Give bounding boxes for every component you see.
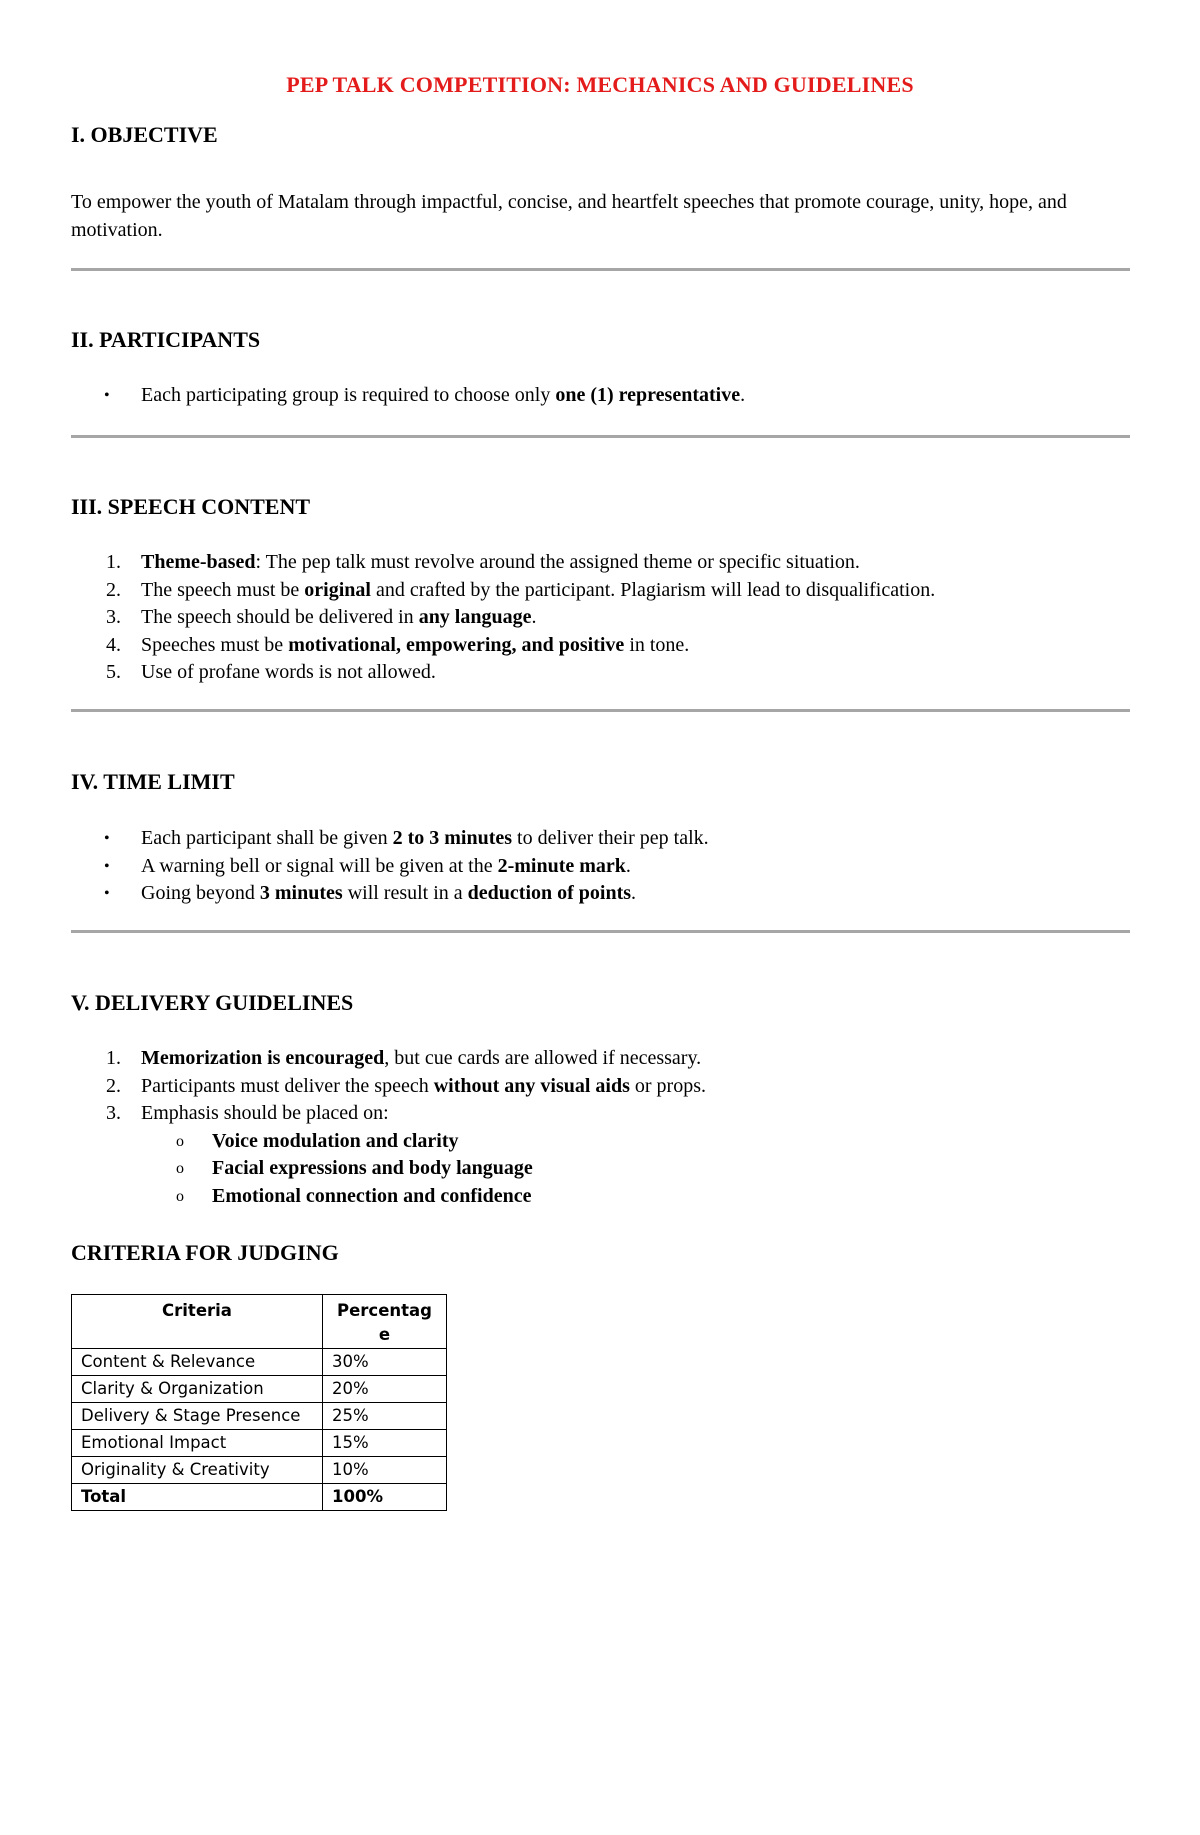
percentage-cell: 30% [323, 1349, 447, 1376]
list-item-text: will result in a [342, 882, 468, 904]
delivery-list [71, 1045, 1131, 1210]
objective-text: To empower the youth of Matalam through impactful, concise, and heartfelt speeches that promote courage, unity, hope, and motivation. [71, 191, 1067, 241]
list-item-text: . [531, 606, 537, 628]
time-limit-list [71, 825, 1131, 908]
list-item [71, 577, 1131, 605]
table-row [72, 1430, 447, 1457]
emphasis-text: Theme-based [141, 551, 256, 573]
list-item [71, 880, 1131, 908]
list-item-text: Going beyond [141, 882, 260, 904]
list-item-text: Use of profane words is not allowed. [141, 661, 436, 683]
list-item-text: . [625, 854, 631, 877]
sub-list-item-text: Voice modulation and clarity [212, 1129, 459, 1152]
criteria-name-cell: Originality & Creativity [72, 1457, 323, 1484]
section-divider [71, 709, 1130, 712]
section-divider [71, 435, 1130, 438]
emphasis-text: 2 to 3 minutes [392, 827, 513, 849]
speech-content-list [71, 549, 1131, 687]
list-item-text: A warning bell or signal will be given at the [141, 854, 498, 877]
criteria-name-cell: Total [72, 1484, 323, 1511]
percentage-cell: 100% [323, 1484, 447, 1511]
table-row [72, 1376, 447, 1403]
bullet-icon: • [104, 387, 110, 404]
list-number: 2. [106, 578, 121, 601]
list-item-text: and crafted by the participant. Plagiarism will lead to disqualification. [370, 578, 936, 601]
circle-bullet-icon: o [176, 1132, 184, 1150]
list-item-text: to deliver their pep talk. [512, 827, 709, 849]
time-limit-heading: IV. TIME LIMIT [71, 769, 235, 794]
section-divider [71, 930, 1130, 933]
criteria-table-header-row [72, 1295, 447, 1349]
list-number: 5. [106, 661, 121, 683]
criteria-name-cell: Delivery & Stage Presence [72, 1403, 323, 1430]
sub-list-item [71, 1128, 1131, 1156]
sub-list-item [71, 1183, 1131, 1211]
list-item-text: in tone. [624, 633, 690, 656]
sub-list-item [71, 1155, 1131, 1183]
criteria-column-header: Criteria [72, 1295, 323, 1349]
table-row [72, 1349, 447, 1376]
bullet-icon: • [104, 857, 110, 875]
list-number: 2. [106, 1074, 121, 1097]
emphasis-text: any language [418, 606, 532, 628]
section-divider [71, 268, 1130, 271]
list-item [71, 382, 1131, 410]
document-title: PEP TALK COMPETITION: MECHANICS AND GUIDELINES [286, 72, 914, 97]
circle-bullet-icon: o [176, 1160, 184, 1177]
participants-list [71, 382, 1131, 410]
emphasis-text: 2-minute mark [497, 854, 626, 877]
list-item-text: Each participating group is required to choose only [141, 384, 556, 406]
list-item [71, 632, 1131, 660]
criteria-table [71, 1294, 447, 1511]
criteria-heading: CRITERIA FOR JUDGING [71, 1240, 339, 1265]
criteria-table-body [72, 1349, 447, 1511]
criteria-name-cell: Emotional Impact [72, 1430, 323, 1457]
list-item-text: Participants must deliver the speech [141, 1074, 434, 1097]
list-number: 4. [106, 633, 121, 656]
list-item-text: Emphasis should be placed on: [141, 1102, 389, 1124]
speech-content-heading: III. SPEECH CONTENT [71, 494, 311, 519]
emphasis-text: one (1) representative [555, 384, 741, 406]
list-item [71, 549, 1131, 577]
list-number: 1. [106, 1047, 121, 1069]
list-item-text: . [740, 384, 746, 406]
list-item [71, 604, 1131, 632]
list-number: 1. [106, 551, 121, 573]
list-item [71, 853, 1131, 881]
list-item [71, 659, 1131, 687]
delivery-heading: V. DELIVERY GUIDELINES [71, 990, 354, 1015]
emphasis-text: 3 minutes [259, 882, 343, 904]
criteria-name-cell: Content & Relevance [72, 1349, 323, 1376]
list-item-text: , but cue cards are allowed if necessary. [384, 1047, 702, 1069]
emphasis-text: original [304, 578, 371, 601]
objective-heading: I. OBJECTIVE [71, 122, 218, 147]
list-item-text: Speeches must be [141, 633, 289, 656]
bullet-icon: • [104, 885, 110, 902]
emphasis-text: without any visual aids [433, 1074, 630, 1097]
percentage-cell: 20% [323, 1376, 447, 1403]
list-item-text: Each participant shall be given [141, 827, 393, 849]
list-item [71, 1045, 1131, 1073]
percentage-cell: 10% [323, 1457, 447, 1484]
bullet-icon: • [104, 830, 110, 847]
sub-list-item-text: Emotional connection and confidence [212, 1184, 532, 1207]
list-number: 3. [106, 606, 121, 628]
list-item-text: . [631, 882, 637, 904]
list-item-text: The speech should be delivered in [141, 606, 419, 628]
criteria-total-row [72, 1484, 447, 1511]
percentage-column-header: Percentage [323, 1295, 447, 1349]
sub-list-item-text: Facial expressions and body language [212, 1157, 533, 1179]
percentage-cell: 15% [323, 1430, 447, 1457]
list-item [71, 1100, 1131, 1128]
list-item-text: : The pep talk must revolve around the assigned theme or specific situation. [255, 551, 860, 573]
criteria-name-cell: Clarity & Organization [72, 1376, 323, 1403]
percentage-cell: 25% [323, 1403, 447, 1430]
circle-bullet-icon: o [176, 1187, 184, 1205]
list-item-text: or props. [629, 1074, 706, 1097]
emphasis-text: Memorization is encouraged [141, 1047, 385, 1069]
emphasis-text: deduction of points [467, 882, 632, 904]
list-item [71, 825, 1131, 853]
table-row [72, 1403, 447, 1430]
table-row [72, 1457, 447, 1484]
participants-heading: II. PARTICIPANTS [71, 327, 261, 352]
list-item-text: The speech must be [141, 578, 305, 601]
list-item [71, 1073, 1131, 1101]
emphasis-text: motivational, empowering, and positive [288, 633, 625, 656]
list-number: 3. [106, 1102, 121, 1124]
